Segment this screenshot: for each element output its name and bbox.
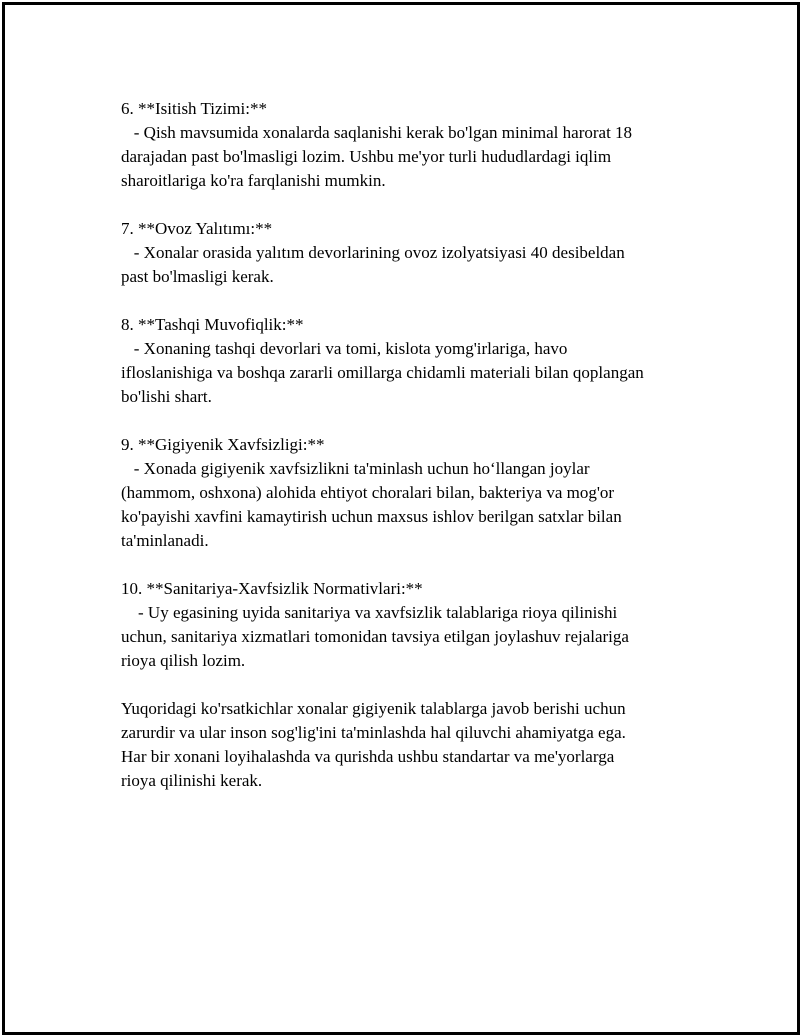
section-external-compliance (121, 313, 721, 409)
section-text-line: - Qish mavsumida xonalarda saqlanishi kerak bo'lgan minimal harorat 18 (121, 123, 633, 142)
section-text-line: ko'payishi xavfini kamaytirish uchun maxsus ishlov berilgan satxlar bilan (121, 507, 622, 526)
conclusion-line: Har bir xonani loyihalashda va qurishda ushbu standartar va me'yorlarga (121, 747, 615, 766)
section-heading: 9. **Gigiyenik Xavfsizligi:** (121, 435, 325, 454)
section-text-line: past bo'lmasligi kerak. (121, 267, 274, 286)
section-text-line: sharoitlariga ko'ra farqlanishi mumkin. (121, 171, 386, 190)
section-text-line: - Uy egasining uyida sanitariya va xavfsizlik talablariga rioya qilinishi (121, 603, 618, 622)
conclusion-line: Yuqoridagi ko'rsatkichlar xonalar gigiyenik talablarga javob berishi uchun (121, 699, 626, 718)
section-text-line: - Xonaning tashqi devorlari va tomi, kislota yomg'irlariga, havo (121, 339, 568, 358)
section-text-line: - Xonada gigiyenik xavfsizlikni ta'minlash uchun ho‘llangan joylar (121, 459, 590, 478)
section-heading: 7. **Ovoz Yalıtımı:** (121, 219, 273, 238)
section-heading: 8. **Tashqi Muvofiqlik:** (121, 315, 304, 334)
section-text-line: rioya qilish lozim. (121, 651, 246, 670)
document-body (121, 97, 721, 817)
section-text-line: uchun, sanitariya xizmatlari tomonidan tavsiya etilgan joylashuv rejalariga (121, 627, 629, 646)
section-text-line: darajadan past bo'lmasligi lozim. Ushbu me'yor turli hududlardagi iqlim (121, 147, 612, 166)
section-text-line: ifloslanishiga va boshqa zararli omillarga chidamli materiali bilan qoplangan (121, 363, 644, 382)
section-heading: 10. **Sanitariya-Xavfsizlik Normativlari:** (121, 579, 423, 598)
section-text-line: ta'minlanadi. (121, 531, 209, 550)
conclusion-line: zarurdir va ular inson sog'lig'ini ta'minlashda hal qiluvchi ahamiyatga ega. (121, 723, 626, 742)
section-text-line: - Xonalar orasida yalıtım devorlarining ovoz izolyatsiyasi 40 desibeldan (121, 243, 625, 262)
section-text-line: (hammom, oshxona) alohida ehtiyot choralari bilan, bakteriya va mog'or (121, 483, 615, 502)
conclusion-paragraph (121, 697, 721, 793)
conclusion-line: rioya qilinishi kerak. (121, 771, 263, 790)
section-text-line: bo'lishi shart. (121, 387, 212, 406)
section-heading: 6. **Isitish Tizimi:** (121, 99, 267, 118)
section-hygienic-safety (121, 433, 721, 553)
section-heating-system (121, 97, 721, 193)
section-sound-insulation (121, 217, 721, 289)
section-sanitary-safety-norms (121, 577, 721, 673)
page-frame (2, 2, 800, 1035)
